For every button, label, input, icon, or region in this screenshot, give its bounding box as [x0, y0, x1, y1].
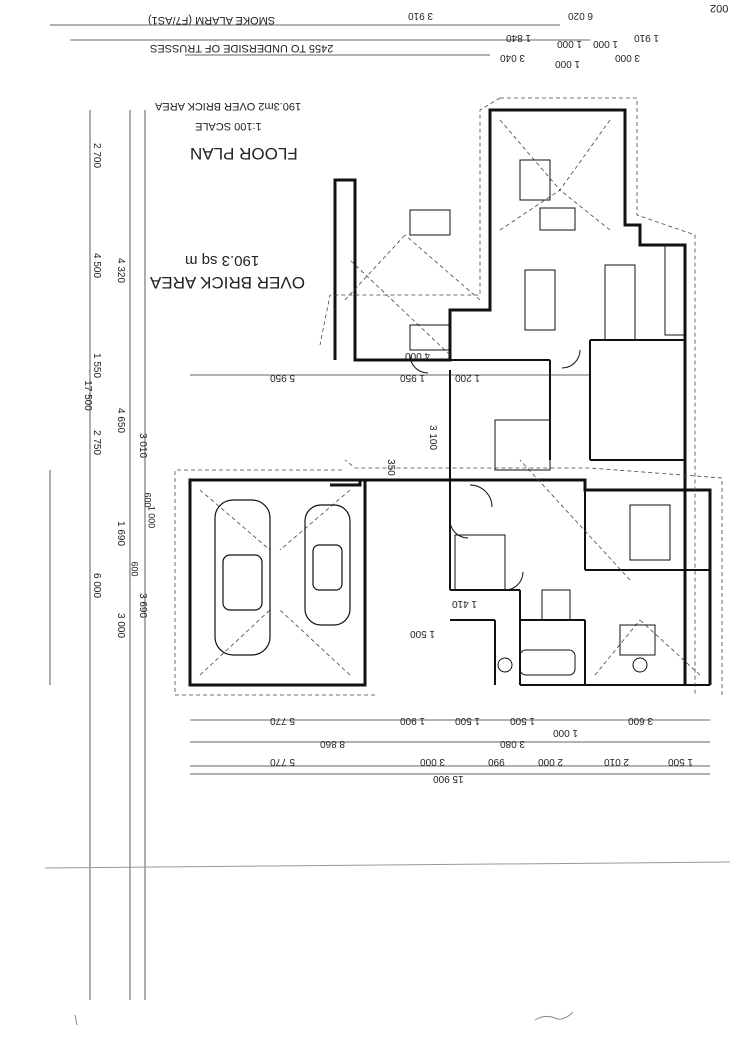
dim-bot-1-0: 5 770: [270, 715, 296, 726]
dim-top-2-1: 1 000: [557, 38, 583, 49]
pen-mark: [75, 1015, 77, 1025]
scale-area-line: 190.3m2 OVER BRICK AREA: [155, 100, 302, 112]
dim-bot-3-1: 3 000: [420, 756, 446, 767]
dim-bot-1-2: 1 500: [455, 715, 481, 726]
dim-bot-2-0: 8 860: [320, 738, 346, 749]
dim-bottom-total: 15 900: [433, 773, 464, 784]
dim-bot-3-0: 5 770: [270, 756, 296, 767]
dim-left-total: 17 500: [81, 380, 93, 411]
dim-bot-1-3: 1 500: [510, 715, 536, 726]
over-brick-area-heading: OVER BRICK AREA: [150, 273, 305, 292]
dim-mid-1: 5 950: [270, 372, 296, 383]
page-number: 002: [710, 2, 729, 14]
dim-left-2-1: 4 650: [115, 407, 127, 434]
dim-left-1-2: 1 550: [91, 352, 103, 379]
dim-bot-3-2: 990: [488, 756, 505, 767]
dim-top-2-0: 1 840: [506, 32, 532, 43]
dim-mid-3: 1 200: [455, 372, 481, 383]
dim-left-1-3: 2 750: [91, 429, 103, 456]
smoke-alarm-note: SMOKE ALARM (F7/AS1): [148, 14, 276, 26]
dim-mid-0: 4 000: [405, 350, 431, 361]
dim-mid-v-1: 350: [384, 459, 396, 476]
dim-top-2-2: 1 000: [593, 38, 619, 49]
dim-bot-1-5: 3 600: [628, 715, 654, 726]
dim-top-1-1: 6 020: [568, 10, 594, 21]
dim-top-3-1: 1 000: [555, 58, 581, 69]
dim-left-1-4: 6 000: [91, 572, 103, 599]
dim-mid-2: 1 950: [400, 372, 426, 383]
dim-top-3-0: 3 040: [500, 52, 526, 63]
dim-top-3-2: 3 000: [615, 52, 641, 63]
dim-left-3-5: 3 690: [137, 592, 149, 619]
pen-mark: [535, 1012, 573, 1020]
dim-wardrobe-0: 1 410: [452, 598, 478, 609]
trusses-note: 2455 TO UNDERSIDE OF TRUSSES: [150, 42, 334, 54]
dim-top-2-3: 1 910: [634, 32, 660, 43]
dim-left-3-6: 3 000: [115, 612, 127, 639]
dim-left-3-0: 3 010: [137, 432, 149, 459]
dim-bot-1-1: 1 900: [400, 715, 426, 726]
dim-mid-v-0: 3 100: [427, 424, 439, 451]
dim-top-1-0: 3 910: [408, 10, 434, 21]
dim-bot-1-4: 1 000: [553, 727, 579, 738]
floor-plan-title: FLOOR PLAN: [190, 144, 298, 163]
dim-bot-3-5: 1 500: [668, 756, 694, 767]
scale-line: 1:100 SCALE: [195, 120, 262, 132]
dim-left-3-1: 600: [142, 492, 153, 508]
dim-bot-2-1: 3 080: [500, 738, 526, 749]
dim-wardrobe-1: 1 500: [410, 628, 436, 639]
dim-bot-3-4: 2 010: [604, 756, 630, 767]
dim-bot-3-3: 2 000: [538, 756, 564, 767]
dim-left-1-0: 2 700: [91, 142, 103, 169]
over-brick-area-area: 190.3 sq m: [185, 252, 260, 269]
dim-left-3-2: 1 000: [146, 505, 157, 529]
dim-left-3-4: 600: [129, 561, 140, 577]
dim-left-3-3: 1 690: [115, 520, 127, 547]
dim-left-2-0: 4 320: [115, 257, 127, 284]
separator-line: [45, 862, 730, 868]
dim-left-1-1: 4 500: [91, 252, 103, 279]
